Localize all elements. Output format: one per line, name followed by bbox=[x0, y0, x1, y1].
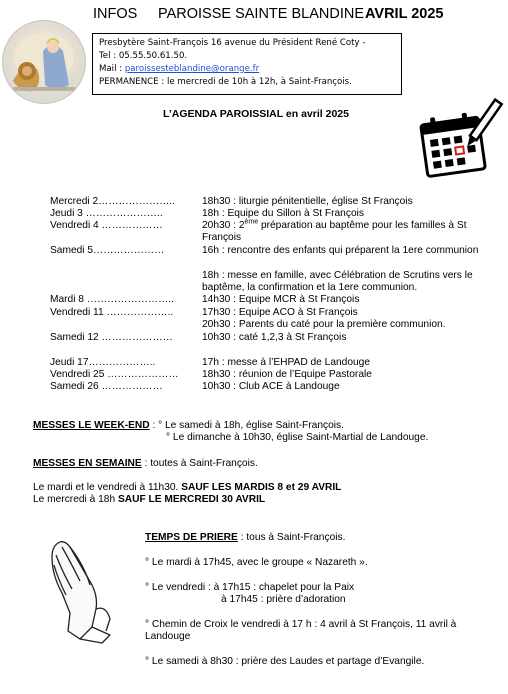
calendar-pen-icon bbox=[414, 96, 504, 186]
weekend-sunday: ° Le dimanche à 10h30, église Saint-Martial de Landouge. bbox=[166, 432, 429, 443]
semaine-line bbox=[33, 458, 258, 470]
agenda-event: 16h : rencontre des enfants qui préparent la 1ere communion bbox=[202, 245, 479, 256]
contact-permanence: PERMANENCE : le mercredi de 10h à 12h, à Saint-François. bbox=[99, 77, 352, 87]
agenda-date: Samedi 26 ……………… bbox=[50, 381, 163, 392]
agenda-date: Samedi 12 ………………… bbox=[50, 332, 173, 343]
priere-item-vendredi: ° Le vendredi : à 17h15 : chapelet pour la Paix bbox=[145, 582, 355, 593]
agenda-date: Jeudi 3 ………………….. bbox=[50, 208, 163, 219]
contact-phone: Tel : 05.55.50.61.50. bbox=[99, 51, 188, 61]
weekday-line1: Le mardi et le vendredi à 11h30. SAUF LES MARDIS 8 et 29 AVRIL bbox=[33, 482, 342, 493]
agenda-title-main: L’AGENDA PAROISSIAL bbox=[163, 108, 283, 120]
priere-label: TEMPS DE PRIERE bbox=[145, 532, 238, 543]
agenda-event: 10h30 : Club ACE à Landouge bbox=[202, 381, 340, 392]
agenda-event: 10h30 : caté 1,2,3 à St François bbox=[202, 332, 347, 343]
agenda-event: 18h30 : liturgie pénitentielle, église St François bbox=[202, 196, 413, 207]
agenda-date: Vendredi 25 ………………… bbox=[50, 369, 179, 380]
saint-blandine-lion-logo bbox=[2, 20, 86, 104]
semaine-label: MESSES EN SEMAINE bbox=[33, 458, 142, 469]
priere-line bbox=[145, 532, 345, 544]
priere-item-chemin-de-croix: ° Chemin de Croix le vendredi à 17 h : 4 avril à St François, 11 avril à bbox=[145, 619, 457, 630]
mail-label: Mail : bbox=[99, 64, 125, 74]
contact-box bbox=[92, 33, 402, 95]
agenda-event: 20h30 : Parents du caté pour la première communion. bbox=[202, 319, 446, 330]
agenda-event: 17h30 : Equipe ACO à St François bbox=[202, 307, 358, 318]
weekend-line1 bbox=[33, 420, 344, 432]
agenda-date: Jeudi 17……………….. bbox=[50, 357, 156, 368]
agenda-event: 20h30 : 2ème préparation au baptême pour les familles à St François bbox=[202, 218, 467, 243]
agenda-title bbox=[163, 108, 349, 120]
agenda-date: Vendredi 4 ……………… bbox=[50, 220, 163, 231]
agenda-title-month: en avril 2025 bbox=[283, 108, 349, 120]
agenda-date: Mardi 8 …………………….. bbox=[50, 294, 174, 305]
agenda-event: 18h30 : réunion de l’Equipe Pastorale bbox=[202, 369, 372, 380]
agenda-date: Vendredi 11 ……………….. bbox=[50, 307, 174, 318]
contact-address: Presbytère Saint-François 16 avenue du Président René Coty - bbox=[99, 38, 366, 48]
header-month: AVRIL 2025 bbox=[365, 6, 444, 22]
page-header bbox=[0, 6, 508, 26]
agenda-date: Mercredi 2………………….. bbox=[50, 196, 176, 207]
priere-item-landouge: Landouge bbox=[145, 631, 191, 642]
weekend-label: MESSES LE WEEK-END bbox=[33, 420, 150, 431]
mail-link[interactable]: paroissesteblandine@orange.fr bbox=[124, 64, 260, 74]
priere-item-adoration: à 17h45 : prière d’adoration bbox=[221, 594, 346, 605]
agenda-event: 18h : messe en famille, avec Célébration de Scrutins vers le baptême, la confirmation et la 1ere communion. bbox=[202, 270, 473, 293]
priere-item-samedi: ° Le samedi à 8h30 : prière des Laudes et partage d’Evangile. bbox=[145, 656, 425, 667]
agenda-event: 18h : Equipe du Sillon à St François bbox=[202, 208, 364, 219]
contact-mail-line bbox=[99, 63, 395, 76]
agenda-event: 17h : messe à l’EHPAD de Landouge bbox=[202, 357, 371, 368]
weekend-saturday: : ° Le samedi à 18h, église Saint-François. bbox=[149, 420, 344, 431]
praying-hands-icon bbox=[40, 535, 130, 645]
header-infos: INFOS bbox=[93, 6, 138, 22]
priere-item-mardi: ° Le mardi à 17h45, avec le groupe « Nazareth ». bbox=[145, 557, 368, 568]
weekday-line2: Le mercredi à 18h SAUF LE MERCREDI 30 AVRIL bbox=[33, 494, 266, 505]
header-parish: PAROISSE SAINTE BLANDINE bbox=[158, 6, 365, 22]
priere-text: : tous à Saint-François. bbox=[237, 532, 346, 543]
agenda-event: 14h30 : Equipe MCR à St François bbox=[202, 294, 360, 305]
semaine-text: : toutes à Saint-François. bbox=[141, 458, 258, 469]
agenda-date: Samedi 5………………… bbox=[50, 245, 165, 256]
